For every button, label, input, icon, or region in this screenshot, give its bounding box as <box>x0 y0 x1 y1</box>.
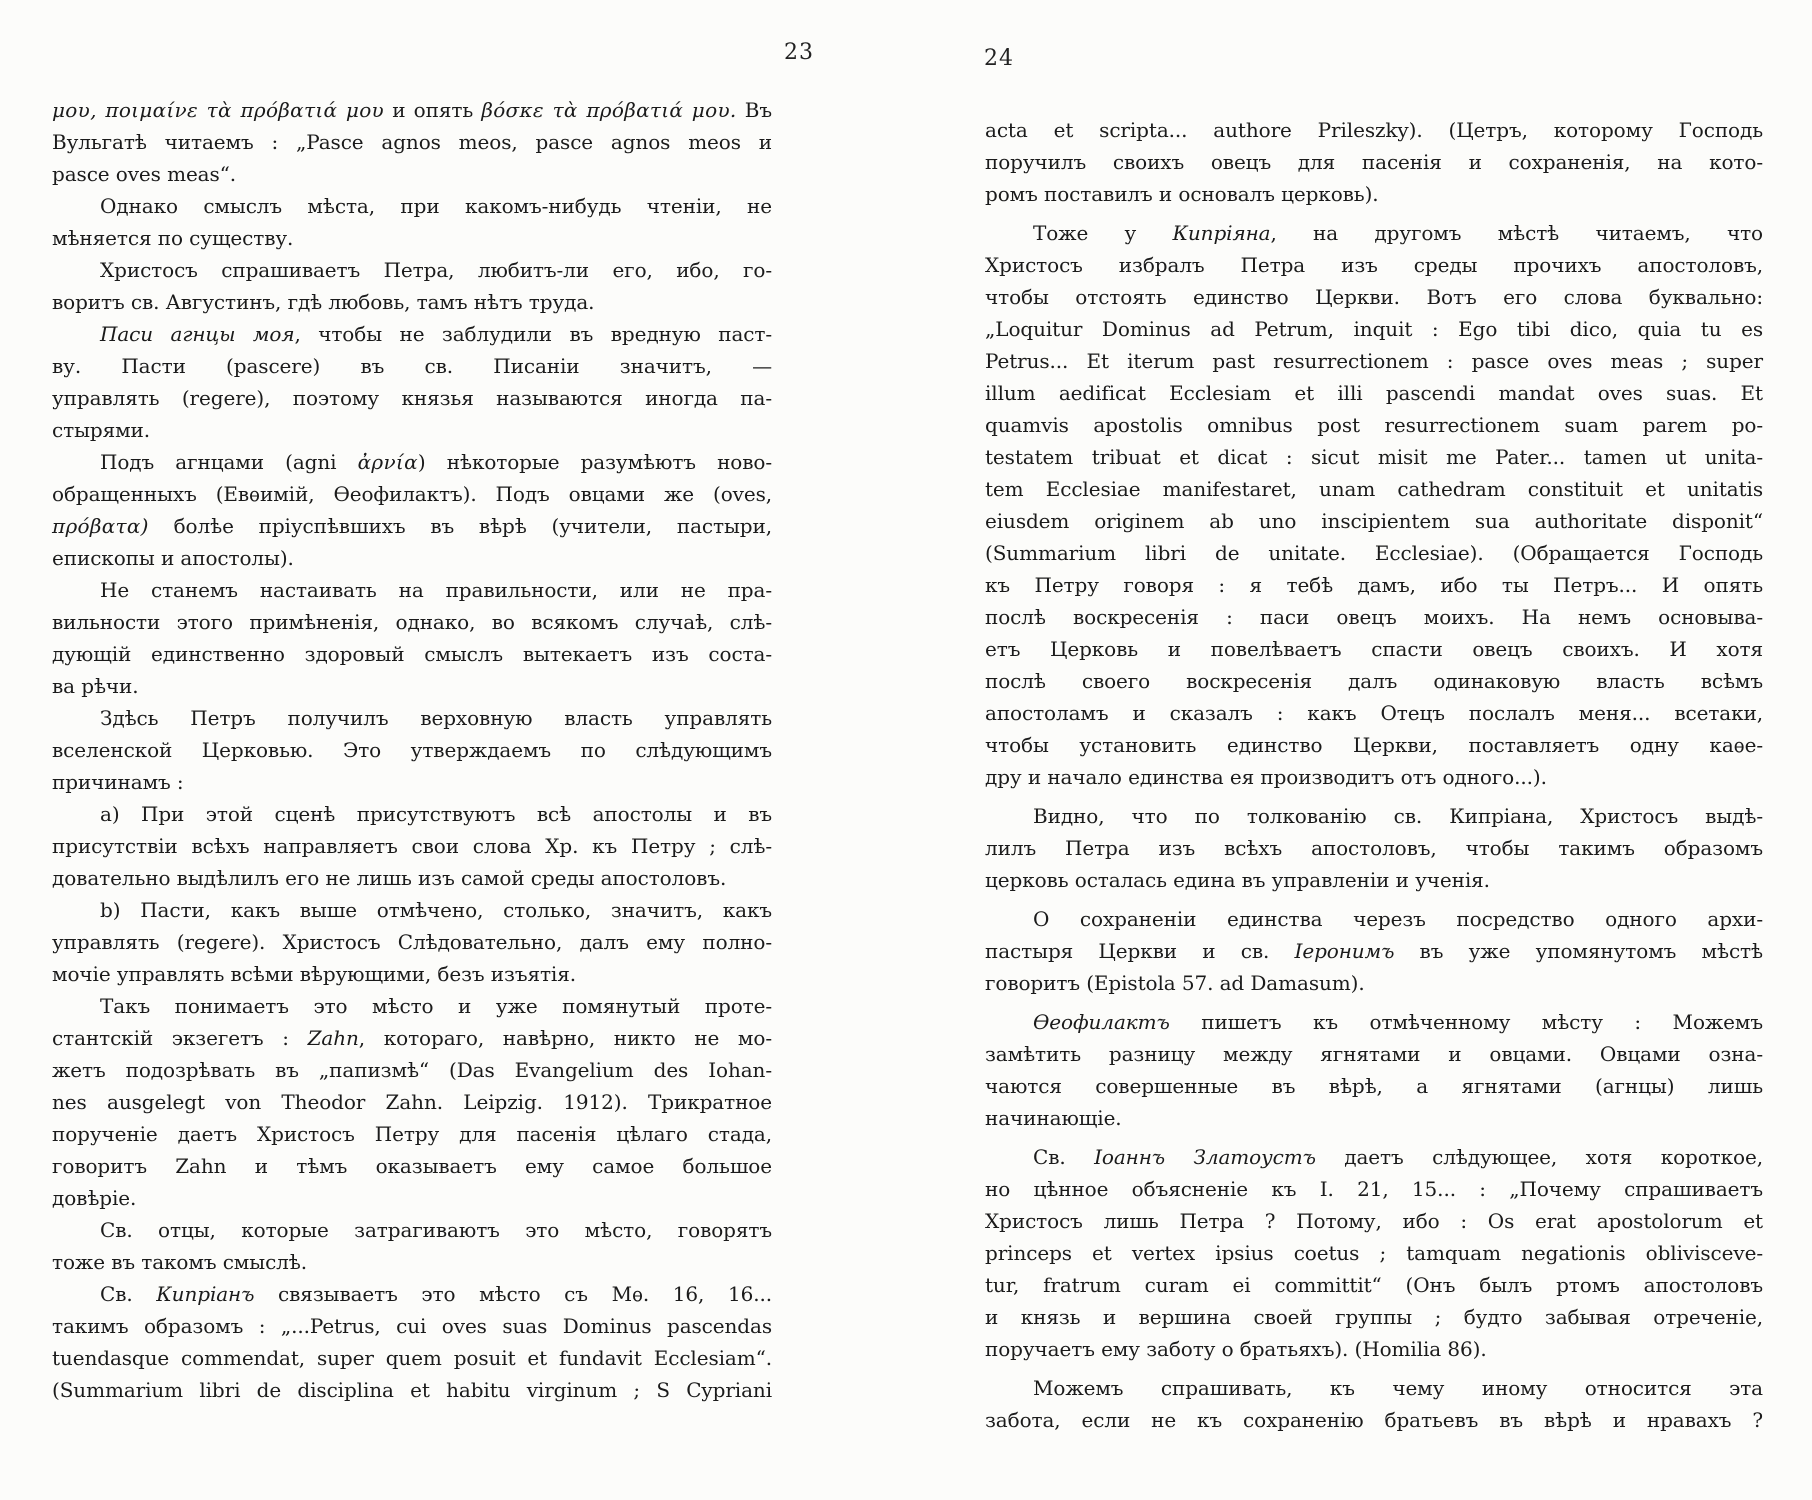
text: стантскій экзегетъ : <box>52 1026 308 1050</box>
text-line <box>52 670 772 702</box>
text-line <box>985 178 1763 210</box>
text: чтобы отстоять единство Церкви. Вотъ его слова буквально: <box>985 285 1763 309</box>
text-line <box>985 633 1763 665</box>
text: , на другомъ мѣстѣ читаемъ, что <box>1270 221 1763 245</box>
paragraph <box>52 446 772 574</box>
paragraph <box>52 190 772 254</box>
text-line <box>985 1173 1763 1205</box>
text-line <box>52 382 772 414</box>
text-line <box>52 1022 772 1054</box>
text: tem Ecclesiae manifestaret, unam cathedram constituit et unitatis <box>985 477 1763 501</box>
text: Христосъ спрашиваетъ Петра, любитъ-ли его, ибо, го- <box>100 258 772 282</box>
text: послѣ своего воскресенія далъ одинаковую власть всѣмъ <box>985 669 1763 693</box>
greek-text: ἀρνία <box>357 450 418 474</box>
paragraph <box>52 798 772 894</box>
text: tur, fratrum curam ei committit“ (Онъ былъ ртомъ апостоловъ <box>985 1273 1763 1297</box>
text-line <box>985 505 1763 537</box>
paragraph <box>52 894 772 990</box>
text: Тоже у <box>1033 221 1173 245</box>
text-line <box>52 1054 772 1086</box>
text: Св. <box>100 1282 157 1306</box>
text: въ уже упомянутомъ мѣстѣ <box>1394 939 1763 963</box>
text-line <box>985 409 1763 441</box>
text: но цѣнное объясненіе къ I. 21, 15... : „Почему спрашиваетъ <box>985 1177 1763 1201</box>
text: Можемъ спрашивать, къ чему иному относится эта <box>1033 1376 1763 1400</box>
text-line <box>52 1150 772 1182</box>
page-number-left: 23 <box>784 40 814 65</box>
text: Здѣсь Петръ получилъ верховную власть управлять <box>100 706 772 730</box>
text: Подъ агнцами (agni <box>100 450 358 474</box>
paragraph <box>52 574 772 702</box>
text: ва рѣчи. <box>52 674 139 698</box>
italic-text: Кипріанъ <box>156 1282 255 1306</box>
text-line <box>985 537 1763 569</box>
text: пастыря Церкви и св. <box>985 939 1295 963</box>
text-line <box>985 903 1763 935</box>
paragraph <box>52 318 772 446</box>
text-line <box>52 830 772 862</box>
text-line <box>985 729 1763 761</box>
text-line <box>52 798 772 830</box>
text: illum aedificat Ecclesiam et illi pascendi mandat oves suas. Et <box>985 381 1763 405</box>
text-line <box>985 1372 1763 1404</box>
text-line <box>985 1333 1763 1365</box>
text-line <box>985 114 1763 146</box>
text-line <box>985 281 1763 313</box>
italic-text: Іеронимъ <box>1294 939 1395 963</box>
text-line <box>985 697 1763 729</box>
text-line <box>985 800 1763 832</box>
text: (Summarium libri de disciplina et habitu virginum ; S Cypriani <box>52 1378 772 1402</box>
text: ромъ поставилъ и основалъ церковь). <box>985 182 1379 206</box>
text: ву. Пасти (pascere) въ св. Писаніи значитъ, — <box>52 354 772 378</box>
text-line <box>52 1182 772 1214</box>
text-line <box>985 761 1763 793</box>
text-line <box>985 967 1763 999</box>
text: церковь осталась едина въ управленіи и ученія. <box>985 868 1490 892</box>
text-line <box>52 574 772 606</box>
text-line <box>985 249 1763 281</box>
text-line <box>52 862 772 894</box>
text: tuendasque commendat, super quem posuit et fundavit Ecclesiam“. <box>52 1346 772 1370</box>
text-line <box>985 1141 1763 1173</box>
text: порученіе даетъ Христосъ Петру для пасенія цѣлаго стада, <box>52 1122 772 1146</box>
text-line <box>52 1278 772 1310</box>
text-line <box>985 935 1763 967</box>
text: (Summarium libri de unitate. Ecclesiae). (Обращается Господь <box>985 541 1763 565</box>
text: , чтобы не заблудили въ вредную паст- <box>294 322 773 346</box>
text: къ Петру говоря : я тебѣ дамъ, ибо ты Петръ... И опять <box>985 573 1763 597</box>
text-line <box>985 313 1763 345</box>
paragraph <box>52 702 772 798</box>
text-line <box>985 1404 1763 1436</box>
text: пишетъ къ отмѣченному мѣсту : Можемъ <box>1169 1010 1763 1034</box>
text: Вульгатѣ читаемъ : „Pasce agnos meos, pasce agnos meos и <box>52 130 772 154</box>
greek-text: πρόβατα) <box>52 514 149 538</box>
text: testatem tribuat et dicat : sicut misit me Pater... tamen ut unita- <box>985 445 1763 469</box>
text-line <box>985 1237 1763 1269</box>
greek-text: μου, ποιμαίνε τὰ πρόβατιά μου <box>52 98 384 122</box>
text: даетъ слѣдующее, хотя короткое, <box>1315 1145 1763 1169</box>
text-line <box>52 1086 772 1118</box>
text-line <box>52 158 772 190</box>
text-line <box>985 217 1763 249</box>
text-line <box>985 345 1763 377</box>
text: и опять <box>384 98 482 122</box>
text: забота, если не къ сохраненію братьевъ въ вѣрѣ и нравахъ ? <box>985 1408 1763 1432</box>
text-line <box>52 318 772 350</box>
text-line <box>52 926 772 958</box>
italic-text: Паси агнцы моя <box>100 322 295 346</box>
text: довательно выдѣлилъ его не лишь изъ самой среды апостоловъ. <box>52 866 727 890</box>
text: апостоламъ и сказалъ : какъ Отецъ послалъ меня... всетаки, <box>985 701 1763 725</box>
text: дру и начало единства ея производитъ отъ одного...). <box>985 765 1547 789</box>
paragraph <box>985 1372 1763 1436</box>
text-line <box>985 569 1763 601</box>
text-line <box>52 350 772 382</box>
paragraph <box>52 94 772 190</box>
text-line <box>52 958 772 990</box>
text: О сохраненіи единства черезъ посредство одного архи- <box>1033 907 1763 931</box>
text: болѣе пріуспѣвшихъ въ вѣрѣ (учители, пастыри, <box>148 514 772 538</box>
text-line <box>985 1301 1763 1333</box>
text: мочіе управлять всѣми вѣрующими, безъ изъятія. <box>52 962 577 986</box>
text: управлять (regere). Христосъ Слѣдовательно, далъ ему полно- <box>52 930 772 954</box>
text-line <box>985 377 1763 409</box>
text-line <box>52 1118 772 1150</box>
text-line <box>985 601 1763 633</box>
text: eiusdem originem ab uno inscipientem sua authoritate disponit“ <box>985 509 1763 533</box>
italic-text: Zahn <box>307 1026 359 1050</box>
text-line <box>985 1205 1763 1237</box>
text-line <box>52 638 772 670</box>
text: acta et scripta... authore Prileszky). (Цетръ, которому Господь <box>985 118 1763 142</box>
page-number-right: 24 <box>984 46 1014 71</box>
text: жетъ подозрѣвать въ „папизмѣ“ (Das Evangelium des Іohan- <box>52 1058 772 1082</box>
text: етъ Церковь и повелѣваетъ спасти овецъ своихъ. И хотя <box>985 637 1763 661</box>
text-line <box>52 1246 772 1278</box>
text: Не станемъ настаивать на правильности, или не пра- <box>100 578 772 602</box>
text: довѣріе. <box>52 1186 137 1210</box>
text-line <box>52 702 772 734</box>
text: nes ausgelegt von Theodor Zahn. Leipzig. 1912). Трикратное <box>52 1090 772 1114</box>
text: ) нѣкоторые разумѣютъ ново- <box>417 450 773 474</box>
text-line <box>985 1038 1763 1070</box>
greek-text: βόσκε τὰ πρόβατιά μου. <box>481 98 737 122</box>
italic-text: Іоаннъ Златоустъ <box>1094 1145 1316 1169</box>
text: управлять (regere), поэтому князья называются иногда па- <box>52 386 772 410</box>
text-line <box>52 1342 772 1374</box>
text-line <box>52 190 772 222</box>
text: такимъ образомъ : „...Petrus, cui oves suas Dominus pascendas <box>52 1314 772 1338</box>
text-line <box>52 734 772 766</box>
text-line <box>985 146 1763 178</box>
paragraph <box>985 114 1763 210</box>
text: епископы и апостолы). <box>52 546 294 570</box>
text: поручилъ своихъ овецъ для пасенія и сохраненія, на кото- <box>985 150 1763 174</box>
text: Христосъ избралъ Петра изъ среды прочихъ апостоловъ, <box>985 253 1763 277</box>
text: начинающіе. <box>985 1106 1122 1130</box>
text-line <box>52 126 772 158</box>
text: причинамъ : <box>52 770 184 794</box>
text-line <box>985 441 1763 473</box>
text: лилъ Петра изъ всѣхъ апостоловъ, чтобы такимъ образомъ <box>985 836 1763 860</box>
paragraph <box>985 800 1763 896</box>
text: тоже въ такомъ смыслѣ. <box>52 1250 308 1274</box>
text-line <box>52 894 772 926</box>
text: замѣтить разницу между ягнятами и овцами. Овцами озна- <box>985 1042 1763 1066</box>
text: b) Пасти, какъ выше отмѣчено, столько, значитъ, какъ <box>100 898 772 922</box>
text-line <box>52 766 772 798</box>
text: вселенской Церковью. Это утверждаемъ по слѣдующимъ <box>52 738 772 762</box>
text-line <box>985 1269 1763 1301</box>
text-line <box>52 1214 772 1246</box>
text: Такъ понимаетъ это мѣсто и уже помянутый проте- <box>100 994 772 1018</box>
paragraph <box>52 1214 772 1278</box>
text: Св. <box>1033 1145 1095 1169</box>
text: pasce oves meas“. <box>52 162 237 186</box>
text-line <box>52 446 772 478</box>
text-line <box>985 1102 1763 1134</box>
text-line <box>52 542 772 574</box>
text: quamvis apostolis omnibus post resurrectionem suam parem po- <box>985 413 1763 437</box>
paragraph <box>985 903 1763 999</box>
text: говоритъ Zahn и тѣмъ оказываетъ ему самое большое <box>52 1154 772 1178</box>
text: обращенныхъ (Евѳимій, Ѳеофилактъ). Подъ овцами же (oves, <box>52 482 772 506</box>
text: воритъ св. Августинъ, гдѣ любовь, тамъ нѣтъ труда. <box>52 290 595 314</box>
paragraph <box>985 217 1763 793</box>
text: Христосъ лишь Петра ? Потому, ибо : Os erat apostolorum et <box>985 1209 1763 1233</box>
text-line <box>52 990 772 1022</box>
text-line <box>985 473 1763 505</box>
paragraph <box>985 1141 1763 1365</box>
paragraph <box>52 990 772 1214</box>
text: чаются совершенные въ вѣрѣ, а ягнятами (агнцы) лишь <box>985 1074 1763 1098</box>
text: Св. отцы, которые затрагиваютъ это мѣсто, говорятъ <box>100 1218 772 1242</box>
text: a) При этой сценѣ присутствуютъ всѣ апостолы и въ <box>100 802 772 826</box>
paragraph <box>52 254 772 318</box>
text: Однако смыслъ мѣста, при какомъ-нибудь чтеніи, не <box>100 194 772 218</box>
text: поручаетъ ему заботу о братьяхъ). (Homilia 86). <box>985 1337 1487 1361</box>
text-line <box>52 478 772 510</box>
text-line <box>52 1374 772 1406</box>
italic-text: Кипріяна <box>1172 221 1271 245</box>
text-line <box>52 94 772 126</box>
text-line <box>52 222 772 254</box>
text: „Loquitur Dominus ad Petrum, inquit : Ego tibi dico, quia tu es <box>985 317 1763 341</box>
text-line <box>985 864 1763 896</box>
text-line <box>985 665 1763 697</box>
italic-text: Ѳеофилактъ <box>1033 1010 1170 1034</box>
text-line <box>985 1070 1763 1102</box>
text: чтобы установить единство Церкви, поставляетъ одну каѳе- <box>985 733 1763 757</box>
text: послѣ воскресенія : паси овецъ моихъ. На немъ основыва- <box>985 605 1763 629</box>
text: princeps et vertex ipsius coetus ; tamquam negationis oblivisceve- <box>985 1241 1763 1265</box>
text-line <box>52 1310 772 1342</box>
left-page-text <box>52 94 772 1406</box>
text: вильности этого примѣненія, однако, во всякомъ случаѣ, слѣ- <box>52 610 772 634</box>
text-line <box>52 286 772 318</box>
text-line <box>985 832 1763 864</box>
paragraph <box>52 1278 772 1406</box>
text-line <box>985 1006 1763 1038</box>
text-line <box>52 606 772 638</box>
text: стырями. <box>52 418 151 442</box>
text-line <box>52 414 772 446</box>
text: Petrus... Et iterum past resurrectionem : pasce oves meas ; super <box>985 349 1763 373</box>
text: связываетъ это мѣсто съ Мѳ. 16, 16... <box>254 1282 772 1306</box>
text: говоритъ (Epistola 57. ad Damasum). <box>985 971 1365 995</box>
text-line <box>52 510 772 542</box>
text: и князь и вершина своей группы ; будто забывая отреченіе, <box>985 1305 1763 1329</box>
text: Въ <box>736 98 773 122</box>
text-line <box>52 254 772 286</box>
text: , котораго, навѣрно, никто не мо- <box>358 1026 772 1050</box>
text: Видно, что по толкованію св. Кипріана, Христосъ выдѣ- <box>1033 804 1763 828</box>
right-page-text <box>985 114 1763 1436</box>
paragraph <box>985 1006 1763 1134</box>
text: присутствіи всѣхъ направляетъ свои слова Хр. къ Петру ; слѣ- <box>52 834 772 858</box>
text: мѣняется по существу. <box>52 226 294 250</box>
text: дующій единственно здоровый смыслъ вытекаетъ изъ соста- <box>52 642 772 666</box>
